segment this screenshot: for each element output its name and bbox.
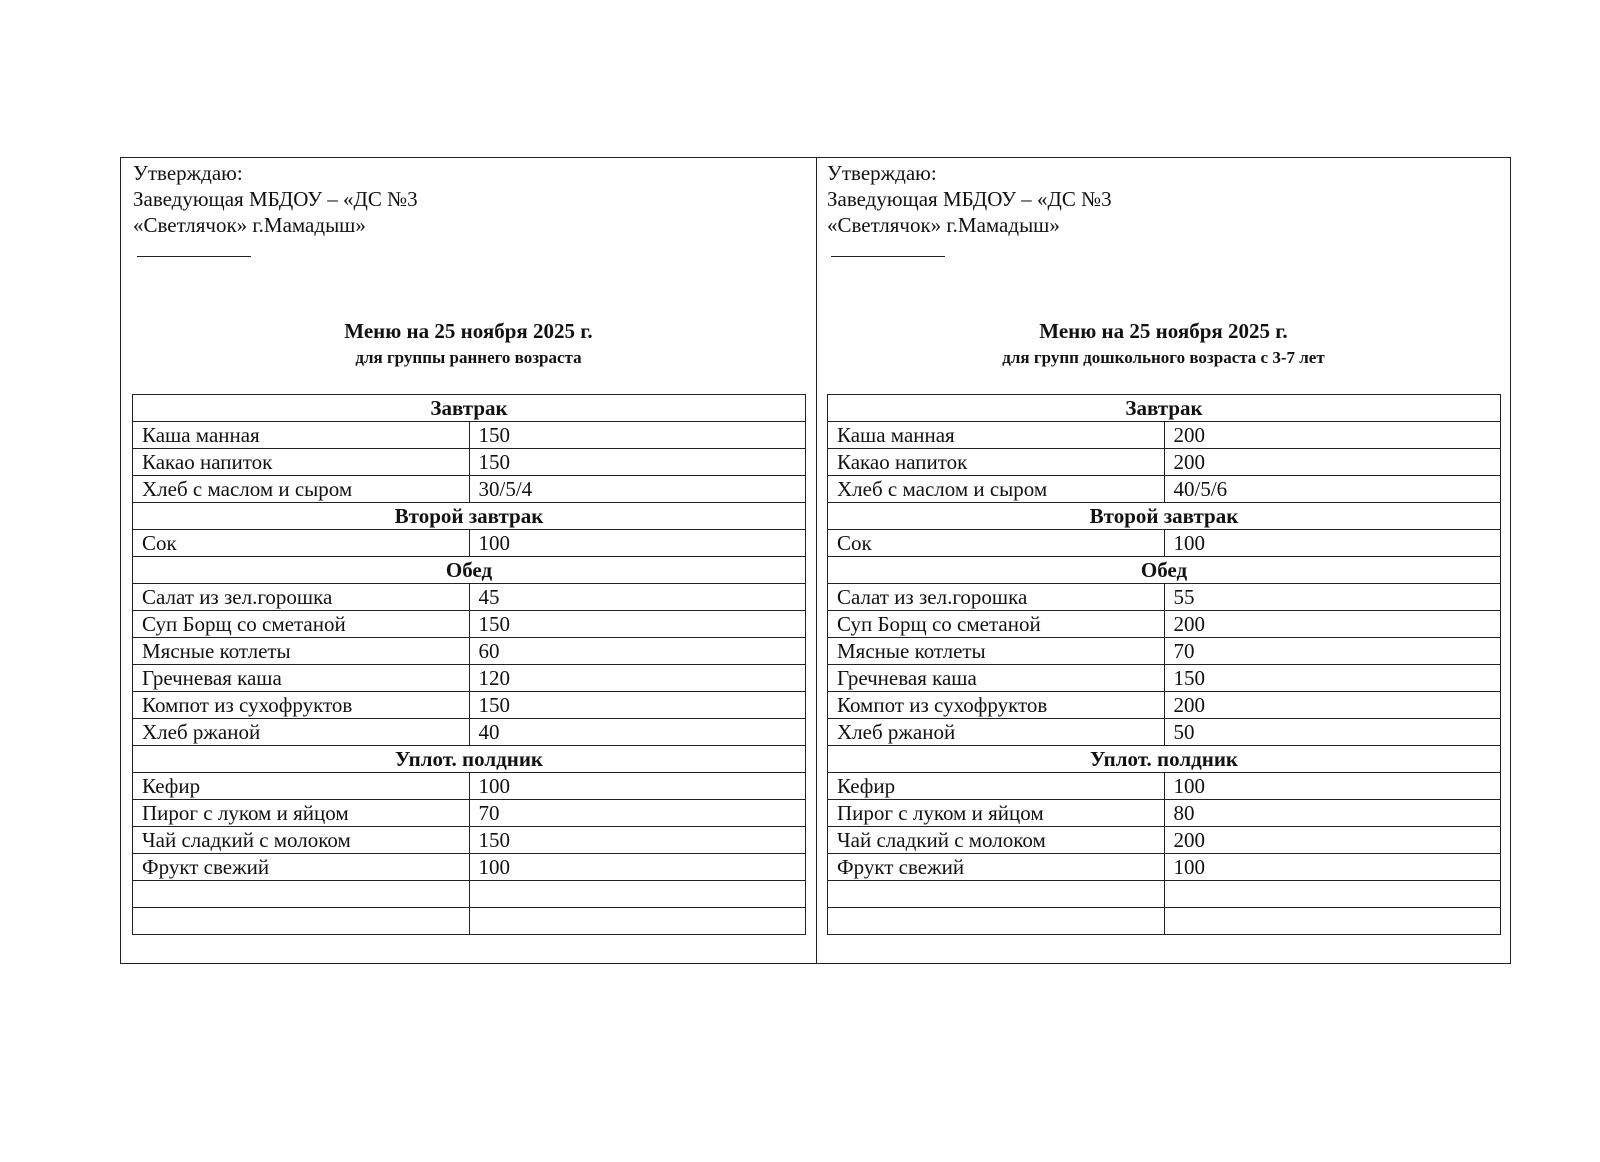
dish-row [133,773,806,800]
menu-table [827,394,1501,935]
dish-name: Каша манная [133,422,470,449]
dish-name: Сок [828,530,1165,557]
section-header-row [133,395,806,422]
dish-name: Какао напиток [133,449,470,476]
section-header-row [133,503,806,530]
dish-portion: 150 [469,422,806,449]
dish-row [133,530,806,557]
dish-name: Фрукт свежий [133,854,470,881]
dish-row [828,422,1501,449]
dish-row [133,665,806,692]
dish-name: Мясные котлеты [133,638,470,665]
dish-row [828,827,1501,854]
dish-portion: 100 [1164,773,1501,800]
dish-portion: 40/5/6 [1164,476,1501,503]
dish-row [828,530,1501,557]
dish-name: Мясные котлеты [828,638,1165,665]
dish-row [828,881,1501,908]
dish-row [133,422,806,449]
section-title: Обед [133,557,806,584]
approval-line: «Светлячок» г.Мамадыш» [827,213,1060,237]
approval-line: Заведующая МБДОУ – «ДС №3 [133,187,418,211]
dish-name: Каша манная [828,422,1165,449]
dish-portion: 70 [1164,638,1501,665]
dish-portion: 70 [469,800,806,827]
dish-name: Компот из сухофруктов [133,692,470,719]
approval-line: Заведующая МБДОУ – «ДС №3 [827,187,1112,211]
dish-portion: 200 [1164,827,1501,854]
dish-row [828,908,1501,935]
dish-row [133,719,806,746]
dish-row [828,476,1501,503]
dish-portion [469,908,806,935]
dish-row [828,638,1501,665]
dish-portion [1164,908,1501,935]
dish-portion: 150 [469,692,806,719]
dish-portion: 100 [469,530,806,557]
dish-portion: 100 [469,773,806,800]
title-block [121,318,816,369]
dish-row [133,692,806,719]
dish-name: Хлеб с маслом и сыром [828,476,1165,503]
dish-name: Кефир [133,773,470,800]
dish-name: Гречневая каша [133,665,470,692]
section-header-row [133,557,806,584]
dish-name: Компот из сухофруктов [828,692,1165,719]
section-title: Завтрак [828,395,1501,422]
dish-portion: 55 [1164,584,1501,611]
menu-title: Меню на 25 ноября 2025 г. [344,319,593,343]
dish-name: Хлеб с маслом и сыром [133,476,470,503]
dish-portion: 60 [469,638,806,665]
dish-row [133,881,806,908]
dish-row [133,476,806,503]
menu-subtitle: для групп дошкольного возраста с 3-7 лет [1002,348,1325,367]
dish-name: Суп Борщ со сметаной [133,611,470,638]
dish-row [133,800,806,827]
dish-row [133,908,806,935]
dish-row [133,584,806,611]
approval-line: Утверждаю: [827,161,937,185]
dish-row [133,638,806,665]
dish-row [133,827,806,854]
section-title: Второй завтрак [133,503,806,530]
section-header-row [133,746,806,773]
menu-title: Меню на 25 ноября 2025 г. [1039,319,1288,343]
dish-name: Пирог с луком и яйцом [133,800,470,827]
dish-name: Хлеб ржаной [828,719,1165,746]
dish-portion: 120 [469,665,806,692]
dish-row [828,800,1501,827]
dish-portion: 100 [1164,854,1501,881]
dish-portion: 200 [1164,611,1501,638]
dish-row [828,854,1501,881]
dish-row [133,854,806,881]
dish-portion: 150 [469,827,806,854]
section-header-row [828,746,1501,773]
dish-portion: 200 [1164,422,1501,449]
dish-row [828,692,1501,719]
section-header-row [828,557,1501,584]
panel-early-age [121,158,817,963]
dish-name [828,881,1165,908]
section-title: Завтрак [133,395,806,422]
dish-name [133,881,470,908]
dish-row [133,611,806,638]
dish-name: Гречневая каша [828,665,1165,692]
dish-name: Чай сладкий с молоком [133,827,470,854]
dish-portion: 50 [1164,719,1501,746]
dish-name: Сок [133,530,470,557]
approval-block [827,160,1112,257]
section-title: Уплот. полдник [133,746,806,773]
dish-row [828,611,1501,638]
dish-portion [1164,881,1501,908]
menu-table [132,394,806,935]
approval-line: «Светлячок» г.Мамадыш» [133,213,366,237]
dish-portion: 150 [1164,665,1501,692]
menu-sheet [120,157,1511,964]
section-title: Второй завтрак [828,503,1501,530]
dish-name: Кефир [828,773,1165,800]
dish-name: Хлеб ржаной [133,719,470,746]
dish-row [828,719,1501,746]
approval-block [133,160,418,257]
approval-line: Утверждаю: [133,161,243,185]
dish-portion: 80 [1164,800,1501,827]
dish-portion: 45 [469,584,806,611]
dish-portion: 100 [469,854,806,881]
dish-name: Чай сладкий с молоком [828,827,1165,854]
dish-row [133,449,806,476]
dish-name: Суп Борщ со сметаной [828,611,1165,638]
dish-name: Пирог с луком и яйцом [828,800,1165,827]
dish-row [828,665,1501,692]
section-header-row [828,503,1501,530]
dish-name: Какао напиток [828,449,1165,476]
signature-line [137,256,251,257]
dish-portion: 150 [469,449,806,476]
panel-preschool-age [817,158,1510,963]
dish-portion [469,881,806,908]
dish-portion: 150 [469,611,806,638]
dish-portion: 30/5/4 [469,476,806,503]
section-title: Обед [828,557,1501,584]
dish-row [828,584,1501,611]
menu-subtitle: для группы раннего возраста [355,348,582,367]
dish-portion: 40 [469,719,806,746]
dish-name: Салат из зел.горошка [133,584,470,611]
dish-row [828,449,1501,476]
dish-portion: 200 [1164,692,1501,719]
dish-portion: 100 [1164,530,1501,557]
dish-name [828,908,1165,935]
dish-row [828,773,1501,800]
section-title: Уплот. полдник [828,746,1501,773]
section-header-row [828,395,1501,422]
title-block [817,318,1510,369]
dish-name: Фрукт свежий [828,854,1165,881]
dish-name [133,908,470,935]
signature-line [831,256,945,257]
dish-name: Салат из зел.горошка [828,584,1165,611]
dish-portion: 200 [1164,449,1501,476]
